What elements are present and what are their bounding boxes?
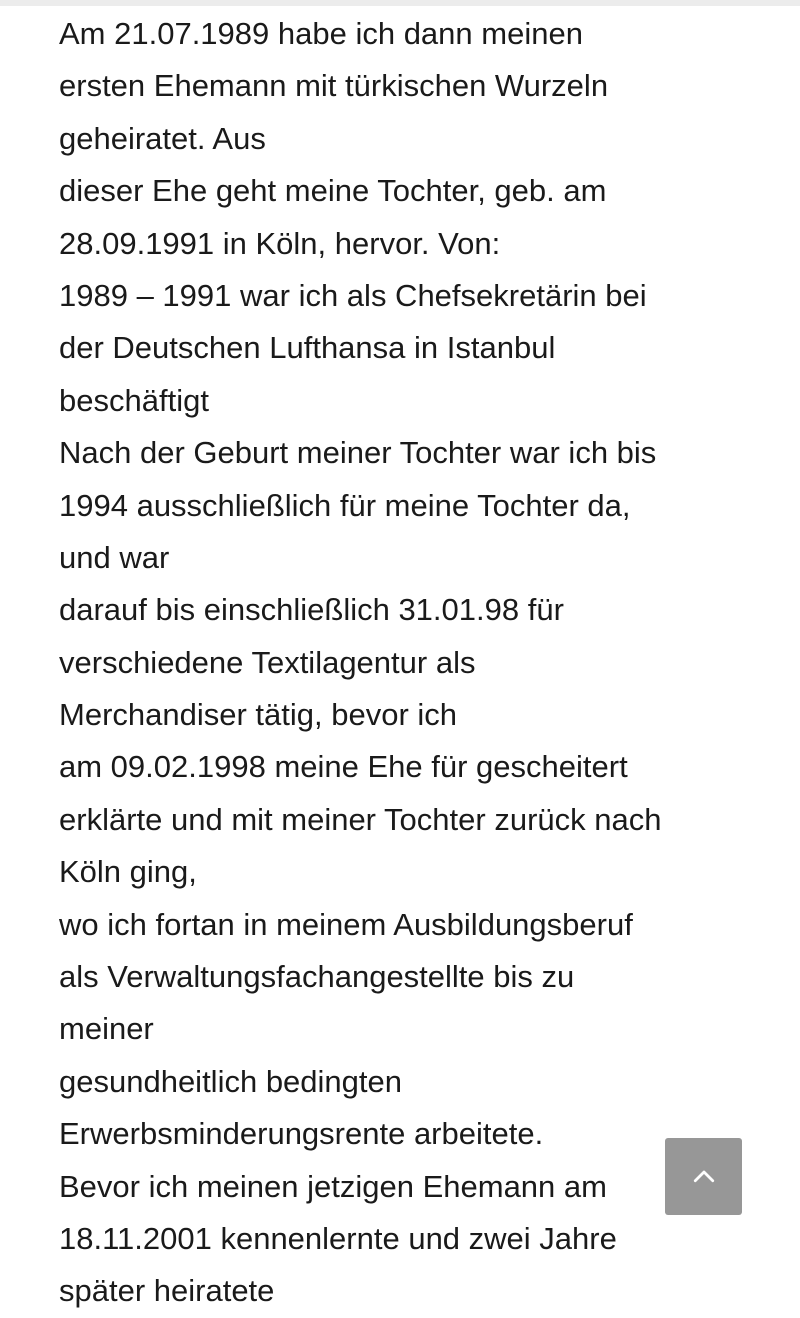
- text-line: meiner: [59, 1011, 154, 1047]
- text-line: später heiratete: [59, 1273, 275, 1309]
- chevron-up-icon: [689, 1162, 719, 1192]
- text-line: am 09.02.1998 meine Ehe für gescheitert: [59, 749, 628, 785]
- top-divider: [0, 0, 800, 6]
- text-line: Merchandiser tätig, bevor ich: [59, 697, 458, 733]
- text-line: Nach der Geburt meiner Tochter war ich bis: [59, 435, 657, 471]
- text-line: Am 21.07.1989 habe ich dann meinen: [59, 16, 583, 51]
- text-line: ersten Ehemann mit türkischen Wurzeln: [59, 68, 609, 104]
- text-line: 28.09.1991 in Köln, hervor. Von:: [59, 225, 501, 261]
- text-line: 1989 – 1991 war ich als Chefsekretärin bei: [59, 277, 647, 313]
- text-line: erklärte und mit meiner Tochter zurück nach: [59, 801, 662, 837]
- text-line: dieser Ehe geht meine Tochter, geb. am: [59, 173, 607, 209]
- text-line: als Verwaltungsfachangestellte bis zu: [59, 959, 575, 995]
- text-line: darauf bis einschließlich 31.01.98 für: [59, 592, 564, 628]
- text-line: der Deutschen Lufthansa in Istanbul: [59, 330, 556, 366]
- scroll-to-top-button[interactable]: [665, 1138, 742, 1215]
- text-line: beschäftigt: [59, 382, 209, 418]
- article-text: [59, 8, 779, 1318]
- text-line: und war: [59, 539, 170, 575]
- text-line: wo ich fortan in meinem Ausbildungsberuf: [59, 906, 633, 942]
- text-line: 18.11.2001 kennenlernte und zwei Jahre: [59, 1220, 617, 1256]
- text-line: 1994 ausschließlich für meine Tochter da,: [59, 487, 631, 523]
- text-line: Bevor ich meinen jetzigen Ehemann am: [59, 1168, 607, 1204]
- text-line: Köln ging,: [59, 854, 197, 890]
- text-line: verschiedene Textilagentur als: [59, 644, 476, 680]
- text-line: Erwerbsminderungsrente arbeitete.: [59, 1116, 544, 1152]
- text-line: gesundheitlich bedingten: [59, 1063, 402, 1099]
- text-line: geheiratet. Aus: [59, 120, 266, 156]
